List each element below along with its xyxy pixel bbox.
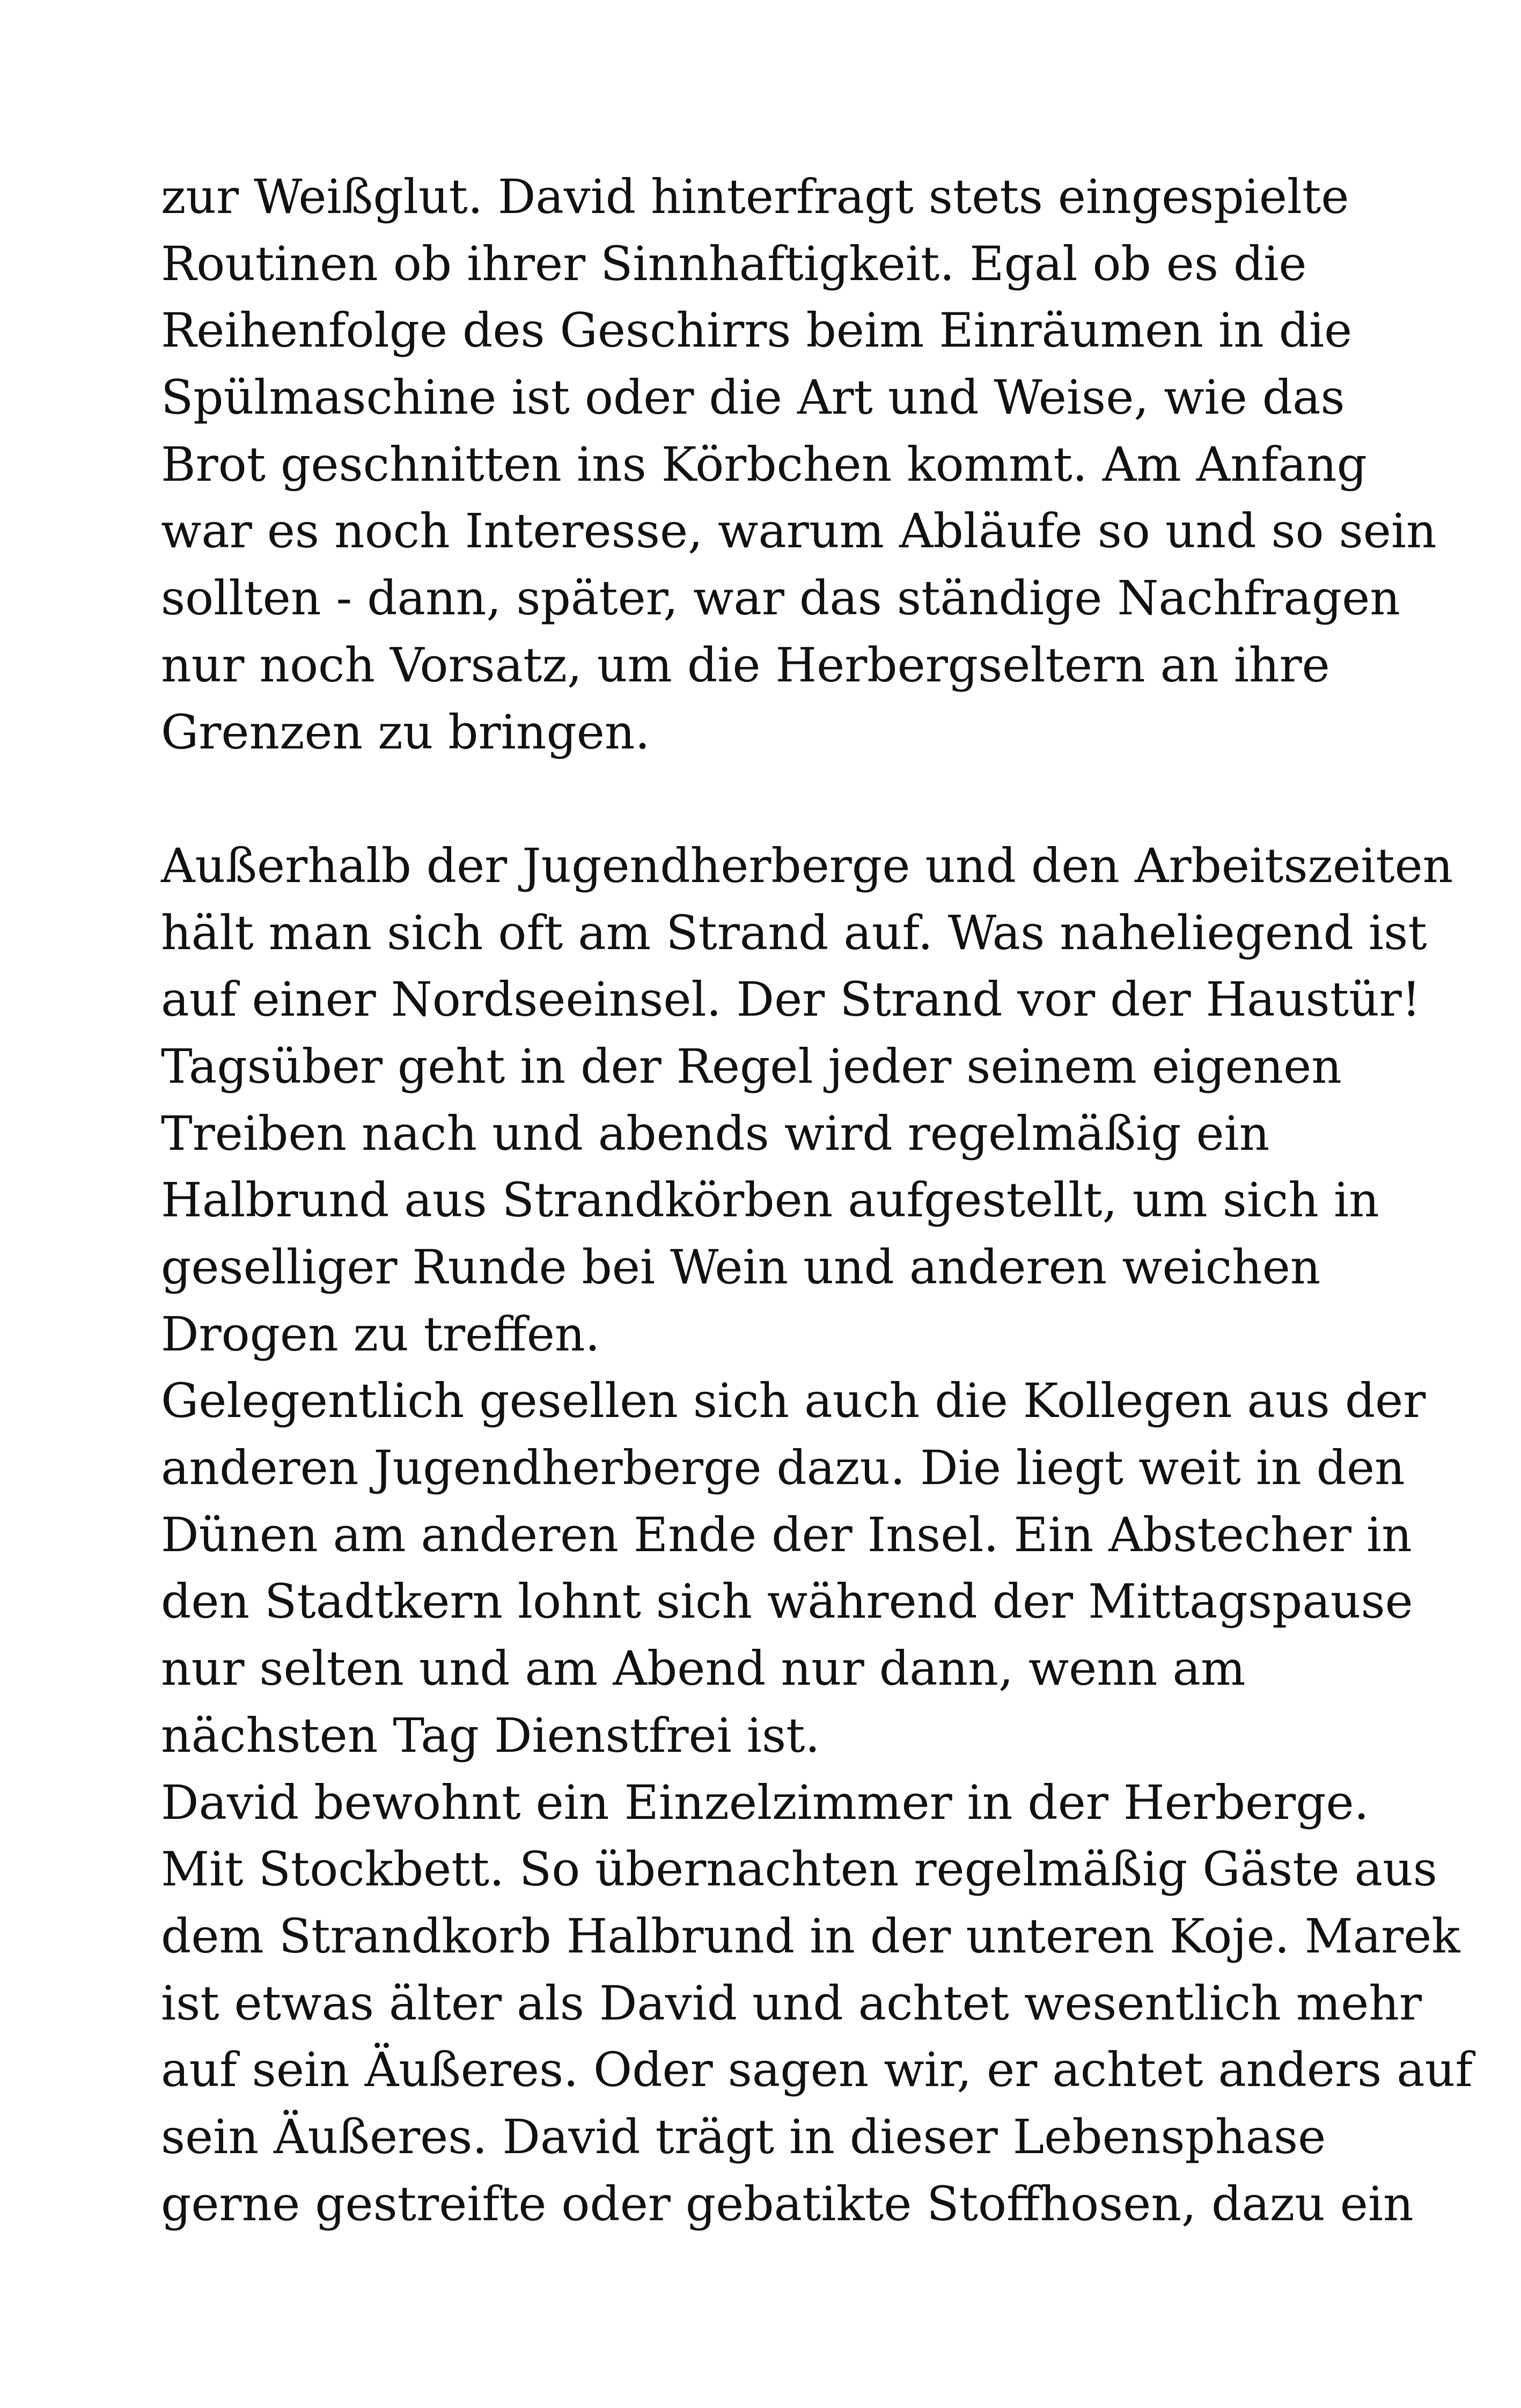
text-line: Außerhalb der Jugendherberge und den Arbeitszeiten: [161, 838, 1453, 893]
text-line: nur noch Vorsatz, um die Herbergseltern an ihre: [161, 637, 1330, 693]
text-line: David bewohnt ein Einzelzimmer in der Herberge.: [161, 1774, 1369, 1830]
text-line: nächsten Tag Dienstfrei ist.: [161, 1707, 820, 1763]
text-line: geselliger Runde bei Wein und anderen weichen: [161, 1239, 1321, 1295]
text-line: Spülmaschine ist oder die Art und Weise, wie das: [161, 370, 1345, 425]
text-line: dem Strandkorb Halbrund in der unteren Koje. Marek: [161, 1908, 1460, 1964]
text-line: sollten - dann, später, war das ständige Nachfragen: [161, 570, 1400, 626]
text-line: Tagsüber geht in der Regel jeder seinem eigenen: [161, 1038, 1342, 1094]
text-line: Treiben nach und abends wird regelmäßig ein: [161, 1105, 1270, 1161]
text-line: nur selten und am Abend nur dann, wenn am: [161, 1641, 1246, 1697]
text-line: sein Äußeres. David trägt in dieser Lebensphase: [161, 2109, 1326, 2164]
text-line: Drogen zu treffen.: [161, 1306, 600, 1362]
text-line: Halbrund aus Strandkörben aufgestellt, um sich in: [161, 1172, 1379, 1228]
text-line: auf einer Nordseeinsel. Der Strand vor der Haustür!: [161, 972, 1421, 1027]
text-line: zur Weißglut. David hinterfragt stets eingespielte: [161, 169, 1349, 224]
text-line: hält man sich oft am Strand auf. Was naheliegend ist: [161, 905, 1427, 960]
text-line: Grenzen zu bringen.: [161, 704, 650, 760]
text-line: Dünen am anderen Ende der Insel. Ein Abstecher in: [161, 1507, 1412, 1562]
text-line: Routinen ob ihrer Sinnhaftigkeit. Egal ob es die: [161, 236, 1307, 291]
text-line: war es noch Interesse, warum Abläufe so und so sein: [161, 503, 1437, 559]
text-line: den Stadtkern lohnt sich während der Mittagspause: [161, 1574, 1413, 1629]
text-line: auf sein Äußeres. Oder sagen wir, er achtet anders auf: [161, 2042, 1473, 2098]
text-line: gerne gestreifte oder gebatikte Stoffhosen, dazu ein: [161, 2176, 1414, 2231]
text-line: Gelegentlich gesellen sich auch die Kollegen aus der: [161, 1373, 1426, 1429]
body-text: [161, 164, 1473, 2237]
text-line: anderen Jugendherberge dazu. Die liegt weit in den: [161, 1440, 1405, 1496]
paragraph-gap: [161, 766, 1395, 833]
text-line: Brot geschnitten ins Körbchen kommt. Am Anfang: [161, 436, 1367, 492]
text-line: ist etwas älter als David und achtet wesentlich mehr: [161, 1975, 1422, 2031]
text-line: Mit Stockbett. So übernachten regelmäßig Gäste aus: [161, 1841, 1437, 1897]
text-line: Reihenfolge des Geschirrs beim Einräumen in die: [161, 303, 1353, 358]
